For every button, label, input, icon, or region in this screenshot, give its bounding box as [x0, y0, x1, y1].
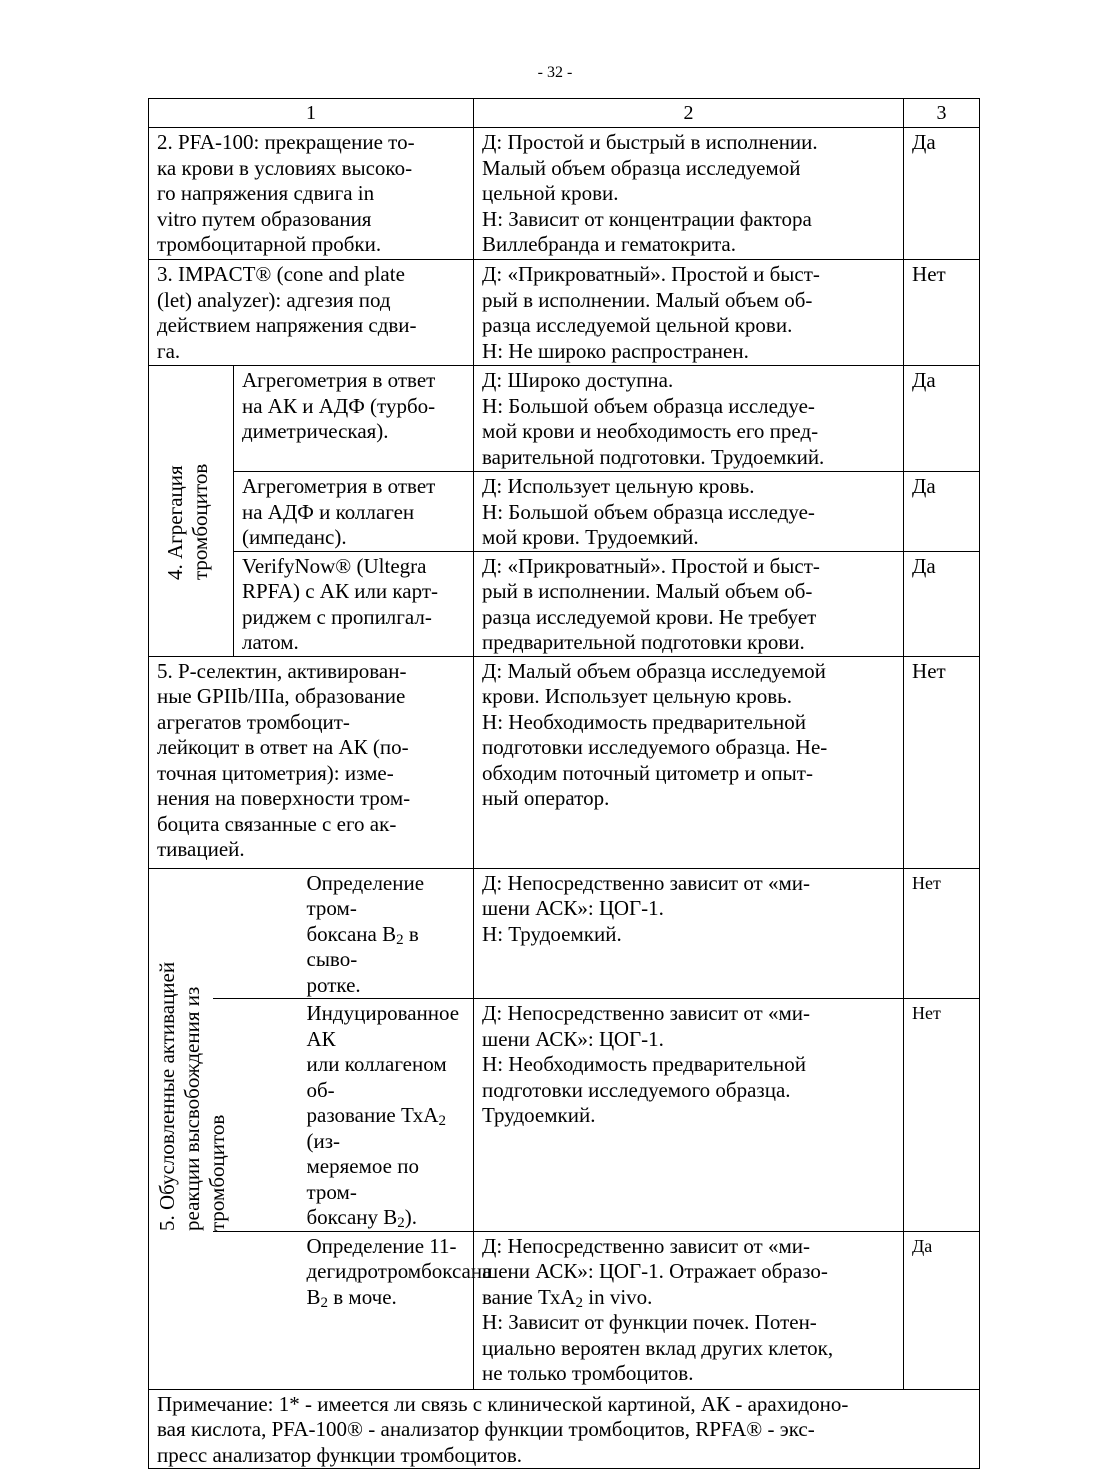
method-text: Определение тром- боксана В [306, 870, 425, 946]
method-cell: 2. PFA-100: прекращение то- ка крови в условиях высоко- го напряжения сдвига in vitro путем образования тромбоцитарной пробки. [149, 128, 474, 260]
relation-cell: Нет [904, 656, 980, 868]
method-text: в сыво- ротке. [306, 921, 419, 997]
table-row [149, 999, 980, 1232]
pros-cons-cell: Д: Широко доступна. Н: Большой объем образца исследуе- мой крови и необходимость его пред- варительной подготовки. Трудоемкий. [474, 366, 904, 472]
pros-cons-cell: Д: «Прикроватный». Простой и быст- рый в исполнении. Малый объем об- разца исследуемой крови. Не требует предварительной подготовки крови. [474, 551, 904, 656]
pros-cons-cell: Д: Непосредственно зависит от «ми- шени АСК»: ЦОГ-1. Н: Трудоемкий. [474, 868, 904, 999]
method-cell: VerifyNow® (Ultegra RPFA) с АК или карт- риджем с пропилгал- латом. [234, 551, 474, 656]
relation-cell: Да [904, 472, 980, 552]
method-text: (из- меряемое по тром- боксану В [306, 1128, 419, 1229]
method-cell: Агрегометрия в ответ на АК и АДФ (турбо- диметрическая). [234, 366, 474, 472]
method-text: Определение 11- дегидротромбоксана В [306, 1233, 492, 1309]
method-text: в моче. [328, 1284, 397, 1309]
method-cell: 3. IMPACT® (cone and plate (let) analyzer): адгезия под действием напряжения сдви- га. [149, 260, 474, 366]
header-col-2: 2 [474, 99, 904, 128]
group-label-aggregation [149, 366, 234, 657]
method-text: Индуцированное АК или коллагеном об- разование ТхА [306, 1001, 460, 1127]
header-col-1: 1 [149, 99, 474, 128]
table-row [149, 472, 980, 552]
table-row [149, 1231, 980, 1389]
relation-cell: Да [904, 551, 980, 656]
group-label-release [149, 868, 229, 1389]
method-cell: 5. Р-селектин, активирован- ные GPIIb/IIIa, образование агрегатов тромбоцит- лейкоцит в ответ на АК (по- точная цитометрия): изме- нения на поверхности тром- боцита связанные с его ак- тивацией. [149, 656, 474, 868]
subscript: 2 [396, 931, 404, 948]
pros-cons-cell: Д: Простой и быстрый в исполнении. Малый объем образца исследуемой цельной крови. Н: Зависит от концентрации фактора Виллебранда и гематокрита. [474, 128, 904, 260]
group-label-text: 5. Обусловленные активацией реакции высвобождения из тромбоцитов [155, 961, 229, 1231]
method-cell: Агрегометрия в ответ на АДФ и коллаген (импеданс). [234, 472, 474, 552]
table-row [149, 366, 980, 472]
table-row [149, 260, 980, 366]
method-text: ). [404, 1205, 418, 1229]
page-number: - 32 - [537, 64, 573, 81]
method-cell [213, 1231, 492, 1389]
relation-cell: Да [904, 1231, 980, 1389]
method-cell [213, 999, 474, 1232]
relation-cell: Нет [904, 999, 980, 1232]
table-row [149, 868, 980, 999]
header-col-3: 3 [904, 99, 980, 128]
relation-cell: Да [904, 366, 980, 472]
relation-cell: Нет [904, 868, 980, 999]
method-cell [213, 868, 474, 999]
pros-cons-cell: Д: Использует цельную кровь. Н: Большой объем образца исследуе- мой крови. Трудоемкий. [474, 472, 904, 552]
table-row [149, 551, 980, 656]
note-row [149, 1389, 980, 1469]
table-header-row [149, 99, 980, 128]
relation-cell: Да [904, 128, 980, 260]
subscript: 2 [320, 1294, 329, 1311]
group-label-text: 4. Агрегация тромбоцитов [163, 463, 212, 580]
pros-cons-text: in vivo. Н: Зависит от функции почек. Потен- циально вероятен вклад других клеток, не только тромбоцитов. [482, 1284, 834, 1385]
data-table [148, 98, 980, 1469]
pros-cons-cell [474, 1231, 904, 1389]
table-row [149, 128, 980, 260]
table-note: Примечание: 1* - имеется ли связь с клинической картиной, АК - арахидоно- вая кислота, PFA-100® - анализатор функции тромбоцитов, RPFA® - экс- пресс анализатор функции тромбоцитов. [149, 1389, 980, 1469]
pros-cons-cell: Д: «Прикроватный». Простой и быст- рый в исполнении. Малый объем об- разца исследуемой цельной крови. Н: Не широко распространен. [474, 260, 904, 366]
subscript: 2 [575, 1294, 583, 1311]
table-row [149, 656, 980, 868]
subscript: 2 [397, 1215, 405, 1231]
pros-cons-cell: Д: Непосредственно зависит от «ми- шени АСК»: ЦОГ-1. Н: Необходимость предварительной подготовки исследуемого образца. Трудоемкий. [474, 999, 904, 1232]
pros-cons-text: Д: Непосредственно зависит от «ми- шени АСК»: ЦОГ-1. Отражает образо- вание ТхА [482, 1233, 828, 1309]
subscript: 2 [438, 1113, 446, 1129]
pros-cons-cell: Д: Малый объем образца исследуемой крови. Использует цельную кровь. Н: Необходимость предварительной подготовки исследуемого образца. Не- обходим поточный цитометр и опыт- ный оператор. [474, 656, 904, 868]
relation-cell: Нет [904, 260, 980, 366]
